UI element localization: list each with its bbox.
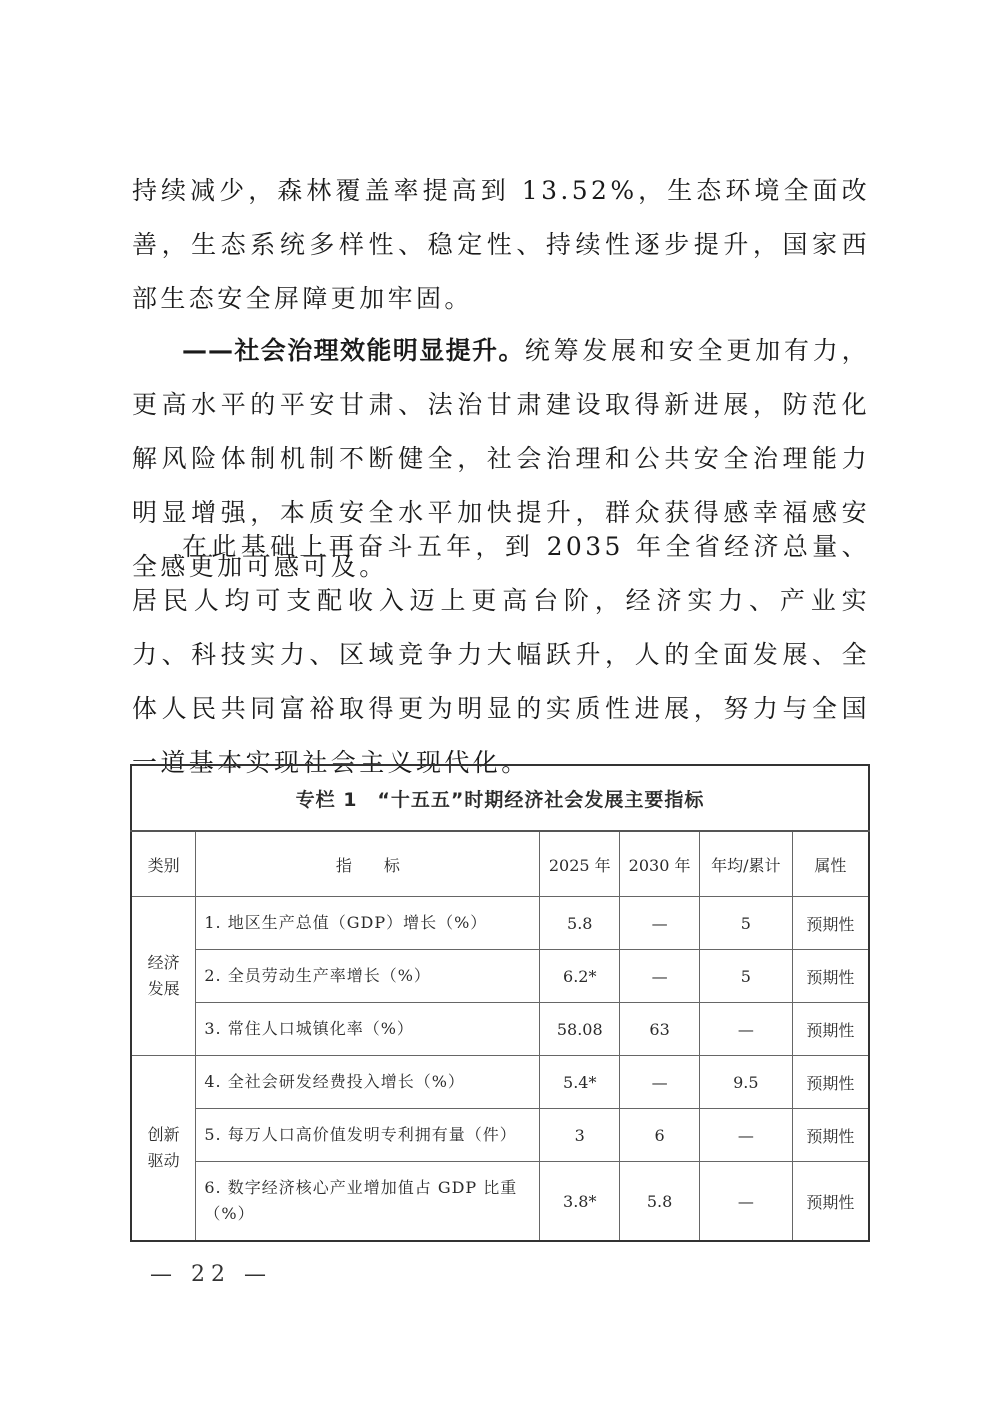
table-row xyxy=(131,1162,869,1242)
value-attr: 预期性 xyxy=(792,1162,869,1242)
paragraph-ecology: 持续减少，森林覆盖率提高到 13.52%，生态环境全面改善，生态系统多样性、稳定性、持续性逐步提升，国家西部生态安全屏障更加牢固。 xyxy=(132,176,870,313)
value-avg: 5 xyxy=(700,897,793,950)
table-caption: 专栏 1 “十五五”时期经济社会发展主要指标 xyxy=(131,765,869,831)
value-avg: — xyxy=(700,1109,793,1162)
table-row xyxy=(131,1056,869,1109)
value-avg: 5 xyxy=(700,950,793,1003)
category-cell: 经济发展 xyxy=(131,897,196,1056)
table-row xyxy=(131,1109,869,1162)
value-avg: 9.5 xyxy=(700,1056,793,1109)
indicator-cell: 2. 全员劳动生产率增长（%） xyxy=(196,950,540,1003)
value-2025: 5.8 xyxy=(540,897,620,950)
value-2030: 5.8 xyxy=(620,1162,700,1242)
value-avg: — xyxy=(700,1162,793,1242)
indicators-table-panel xyxy=(130,764,870,1242)
value-avg: — xyxy=(700,1003,793,1056)
value-2030: — xyxy=(620,897,700,950)
table-row xyxy=(131,1003,869,1056)
value-2030: 63 xyxy=(620,1003,700,1056)
header-annual-cumulative: 年均/累计 xyxy=(700,831,793,897)
indicators-table xyxy=(130,764,870,1242)
header-category: 类别 xyxy=(131,831,196,897)
paragraph-2035-goals: 在此基础上再奋斗五年，到 2035 年全省经济总量、居民人均可支配收入迈上更高台阶，经济实力、产业实力、科技实力、区域竞争力大幅跃升，人的全面发展、全体人民共同富裕取得更为明显的实质性进展，努力与全国一道基本实现社会主义现代化。 xyxy=(132,532,870,777)
value-2030: — xyxy=(620,950,700,1003)
value-2030: 6 xyxy=(620,1109,700,1162)
category-cell: 创新驱动 xyxy=(131,1056,196,1242)
value-attr: 预期性 xyxy=(792,1003,869,1056)
indicator-cell: 3. 常住人口城镇化率（%） xyxy=(196,1003,540,1056)
value-attr: 预期性 xyxy=(792,897,869,950)
indicator-cell: 6. 数字经济核心产业增加值占 GDP 比重（%） xyxy=(196,1162,540,1242)
governance-heading: ——社会治理效能明显提升。 xyxy=(182,336,525,365)
header-2030: 2030 年 xyxy=(620,831,700,897)
header-attribute: 属性 xyxy=(792,831,869,897)
governance-body: 统筹发展和安全更加有力，更高水平的平安甘肃、法治甘肃建设取得新进展，防范化解风险体制机制不断健全，社会治理和公共安全治理能力明显增强，本质安全水平加快提升，群众获得感幸福感安全感更加可感可及。 xyxy=(132,336,870,581)
header-2025: 2025 年 xyxy=(540,831,620,897)
header-indicator: 指 标 xyxy=(196,831,540,897)
indicator-cell: 4. 全社会研发经费投入增长（%） xyxy=(196,1056,540,1109)
value-2030: — xyxy=(620,1056,700,1109)
indicator-cell: 5. 每万人口高价值发明专利拥有量（件） xyxy=(196,1109,540,1162)
value-2025: 6.2* xyxy=(540,950,620,1003)
value-2025: 58.08 xyxy=(540,1003,620,1056)
value-2025: 3.8* xyxy=(540,1162,620,1242)
table-row xyxy=(131,897,869,950)
value-attr: 预期性 xyxy=(792,1109,869,1162)
table-row xyxy=(131,950,869,1003)
indicator-cell: 1. 地区生产总值（GDP）增长（%） xyxy=(196,897,540,950)
value-2025: 3 xyxy=(540,1109,620,1162)
value-2025: 5.4* xyxy=(540,1056,620,1109)
page-number: — 22 — xyxy=(150,1262,272,1287)
value-attr: 预期性 xyxy=(792,1056,869,1109)
value-attr: 预期性 xyxy=(792,950,869,1003)
table-header-row xyxy=(131,831,869,897)
